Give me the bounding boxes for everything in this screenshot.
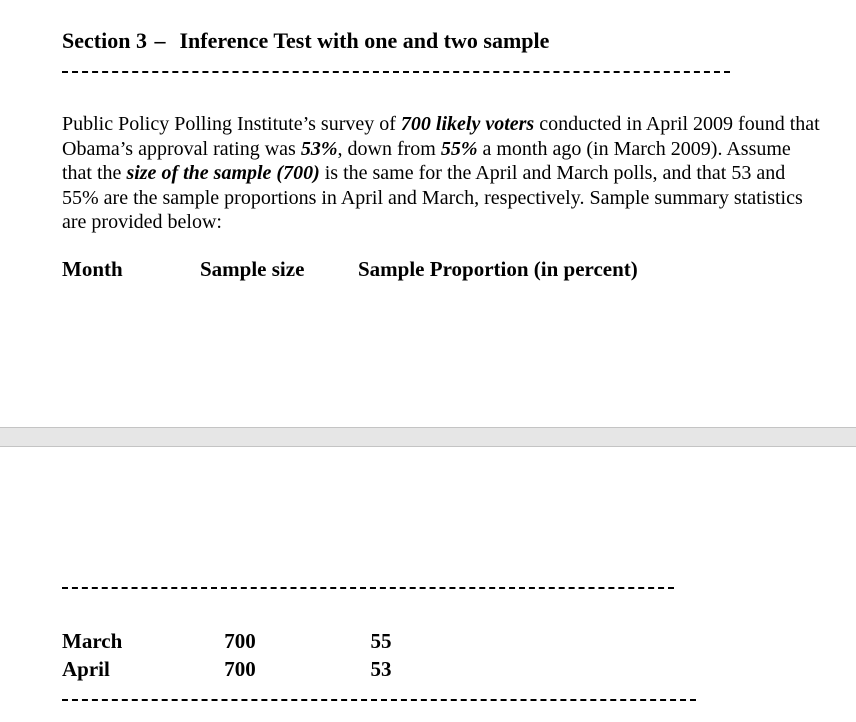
- paragraph-text-5: is the same for the April and March polls, and that 53 and 55% are the sample proportions in April and March, respectively. Sample summary statistics are provided below:: [62, 162, 803, 233]
- paragraph-text-3: , down from: [337, 137, 441, 160]
- paragraph-emphasis-voters: 700 likely voters: [400, 113, 535, 135]
- column-header-proportion: Sample Proportion (in percent): [358, 257, 638, 281]
- row-march-proportion: 55: [370, 629, 392, 653]
- column-header-sample-size: Sample size: [200, 257, 305, 281]
- table-bottom-dashed-rule: [62, 699, 696, 701]
- problem-paragraph: [62, 112, 822, 235]
- section-number: Section 3: [62, 28, 147, 53]
- section-heading: [62, 28, 549, 54]
- paragraph-emphasis-april-rate: 53%: [300, 137, 338, 160]
- row-march-sample-size: 700: [224, 629, 256, 653]
- row-march-month: March: [62, 629, 123, 653]
- paragraph-emphasis-sample-size: size of the sample (700): [126, 162, 320, 184]
- paragraph-emphasis-march-rate: 55%: [440, 137, 478, 160]
- paragraph-text-1: Public Policy Polling Institute’s survey of: [62, 113, 401, 135]
- column-header-month: Month: [62, 257, 123, 281]
- section-separator: –: [154, 28, 166, 53]
- row-april-proportion: 53: [370, 657, 392, 681]
- table-top-dashed-rule: [62, 587, 674, 589]
- paragraph-text-2: conducted in April 2009 found that Obama’s approval rating was: [62, 113, 820, 160]
- row-april-sample-size: 700: [224, 657, 256, 681]
- heading-dashed-rule: [62, 71, 730, 73]
- section-title: Inference Test with one and two sample: [179, 28, 550, 53]
- page-break-bar: [0, 427, 856, 447]
- paragraph-text-4: a month ago (in March 2009). Assume that the: [62, 137, 791, 184]
- row-april-month: April: [62, 657, 110, 681]
